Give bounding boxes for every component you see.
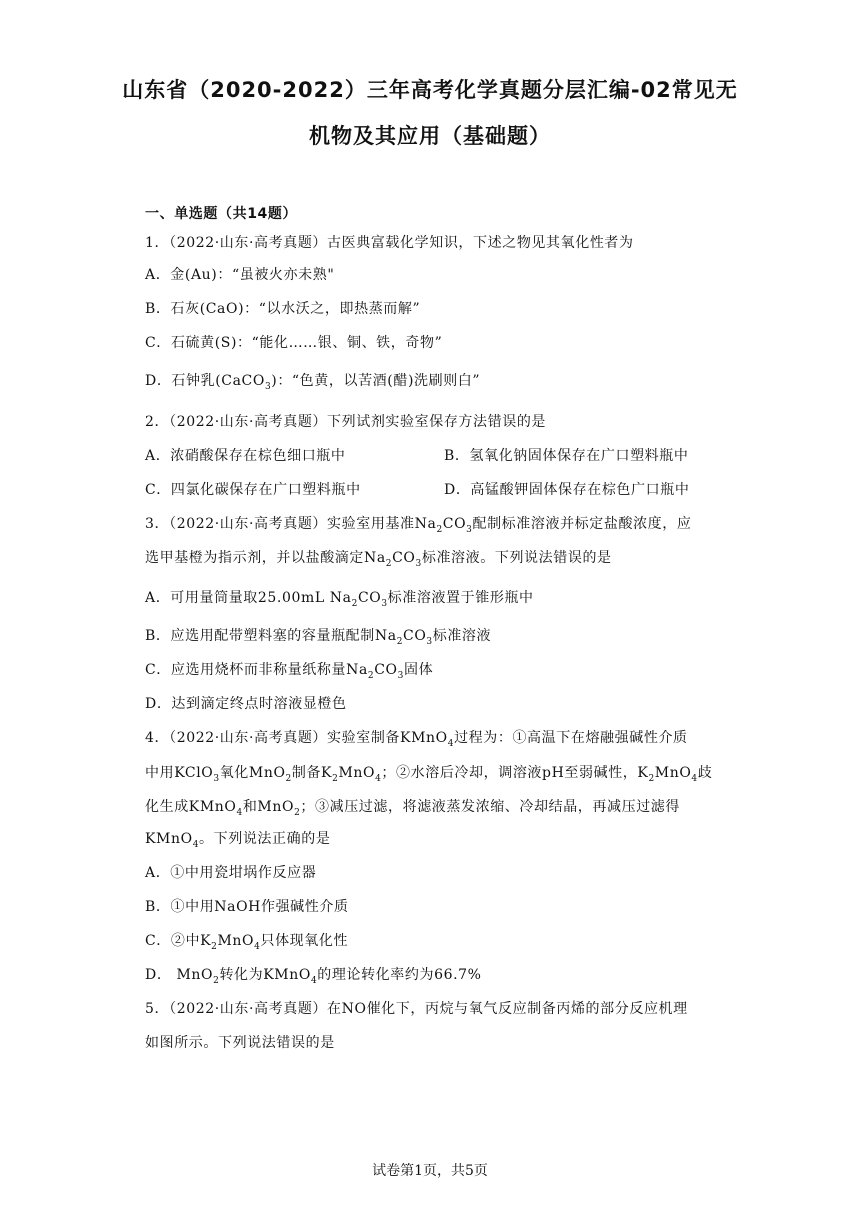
document-title-line2: 机物及其应用（基础题） bbox=[309, 124, 551, 148]
question-3-option-a: A．可用量筒量取25.00mL $Na_2CO_3$标准溶液置于锥形瓶中 bbox=[145, 590, 534, 609]
question-1-option-b: B．石灰(CaO)：“以水沃之，即热蒸而解” bbox=[145, 301, 421, 317]
question-2-stem: 2．（2022·山东·高考真题）下列试剂实验室保存方法错误的是 bbox=[145, 414, 547, 430]
question-4-option-d: D． MnO$_2$转化为KMnO$_4$的理论转化率约为66.7% bbox=[145, 967, 482, 986]
question-4-stem-line4: KMnO$_4$。下列说法正确的是 bbox=[145, 831, 331, 850]
question-1-stem: 1．（2022·山东·高考真题）古医典富载化学知识，下述之物见其氧化性者为 bbox=[145, 235, 634, 251]
question-5-stem-line2: 如图所示。下列说法错误的是 bbox=[145, 1035, 335, 1051]
question-1-option-c: C．石硫黄(S)：“能化……银、铜、铁，奇物” bbox=[145, 335, 443, 351]
question-3-option-d: D．达到滴定终点时溶液显橙色 bbox=[145, 696, 347, 712]
question-4-option-c: C．②中$K_2MnO_4$只体现氧化性 bbox=[145, 933, 349, 952]
question-3-option-b: B．应选用配带塑料塞的容量瓶配制$Na_2CO_3$标准溶液 bbox=[145, 628, 492, 647]
question-4-stem-line3: 化生成KMnO$_4$和MnO$_2$；③减压过滤，将滤液蒸发浓缩、冷却结晶，再减压过滤得 bbox=[145, 799, 680, 818]
question-2-option-b: B．氢氧化钠固体保存在广口塑料瓶中 bbox=[444, 448, 689, 464]
question-2-option-a: A．浓硝酸保存在棕色细口瓶中 bbox=[145, 448, 346, 464]
question-2-option-d: D．高锰酸钾固体保存在棕色广口瓶中 bbox=[444, 482, 690, 498]
question-5-stem-line1: 5．（2022·山东·高考真题）在NO催化下，丙烷与氧气反应制备丙烯的部分反应机理 bbox=[145, 1001, 688, 1017]
question-3-stem-line1: 3．（2022·山东·高考真题）实验室用基准$Na_2CO_3$配制标准溶液并标定盐酸浓度，应 bbox=[145, 516, 692, 535]
document-title-line1: 山东省（2020-2022）三年高考化学真题分层汇编-02常见无 bbox=[122, 78, 738, 102]
question-1-option-a: A．金(Au)：“虽被火亦未熟" bbox=[145, 267, 335, 283]
section-heading: 一、单选题（共14题） bbox=[145, 206, 298, 222]
question-1-option-d: D．石钟乳(CaCO$_3$)：“色黄，以苦酒(醋)洗刷则白” bbox=[145, 373, 481, 392]
question-3-stem-line2: 选甲基橙为指示剂，并以盐酸滴定$Na_2CO_3$标准溶液。下列说法错误的是 bbox=[145, 550, 612, 569]
page-footer: 试卷第1页，共5页 bbox=[372, 1163, 488, 1179]
question-3-option-c: C．应选用烧杯而非称量纸称量$Na_2CO_3$固体 bbox=[145, 662, 434, 681]
question-2-option-c: C．四氯化碳保存在广口塑料瓶中 bbox=[145, 482, 361, 498]
question-4-option-a: A．①中用瓷坩埚作反应器 bbox=[145, 865, 317, 881]
question-4-option-b: B．①中用NaOH作强碱性介质 bbox=[145, 899, 349, 915]
question-4-stem-line1: 4．（2022·山东·高考真题）实验室制备KMnO$_4$过程为：①高温下在熔融强碱性介质 bbox=[145, 730, 688, 749]
question-4-stem-line2: 中用KClO$_3$氧化MnO$_2$制备$K_2MnO_4$；②水溶后冷却，调溶液pH至弱碱性，$K_2MnO_4$歧 bbox=[145, 765, 713, 784]
